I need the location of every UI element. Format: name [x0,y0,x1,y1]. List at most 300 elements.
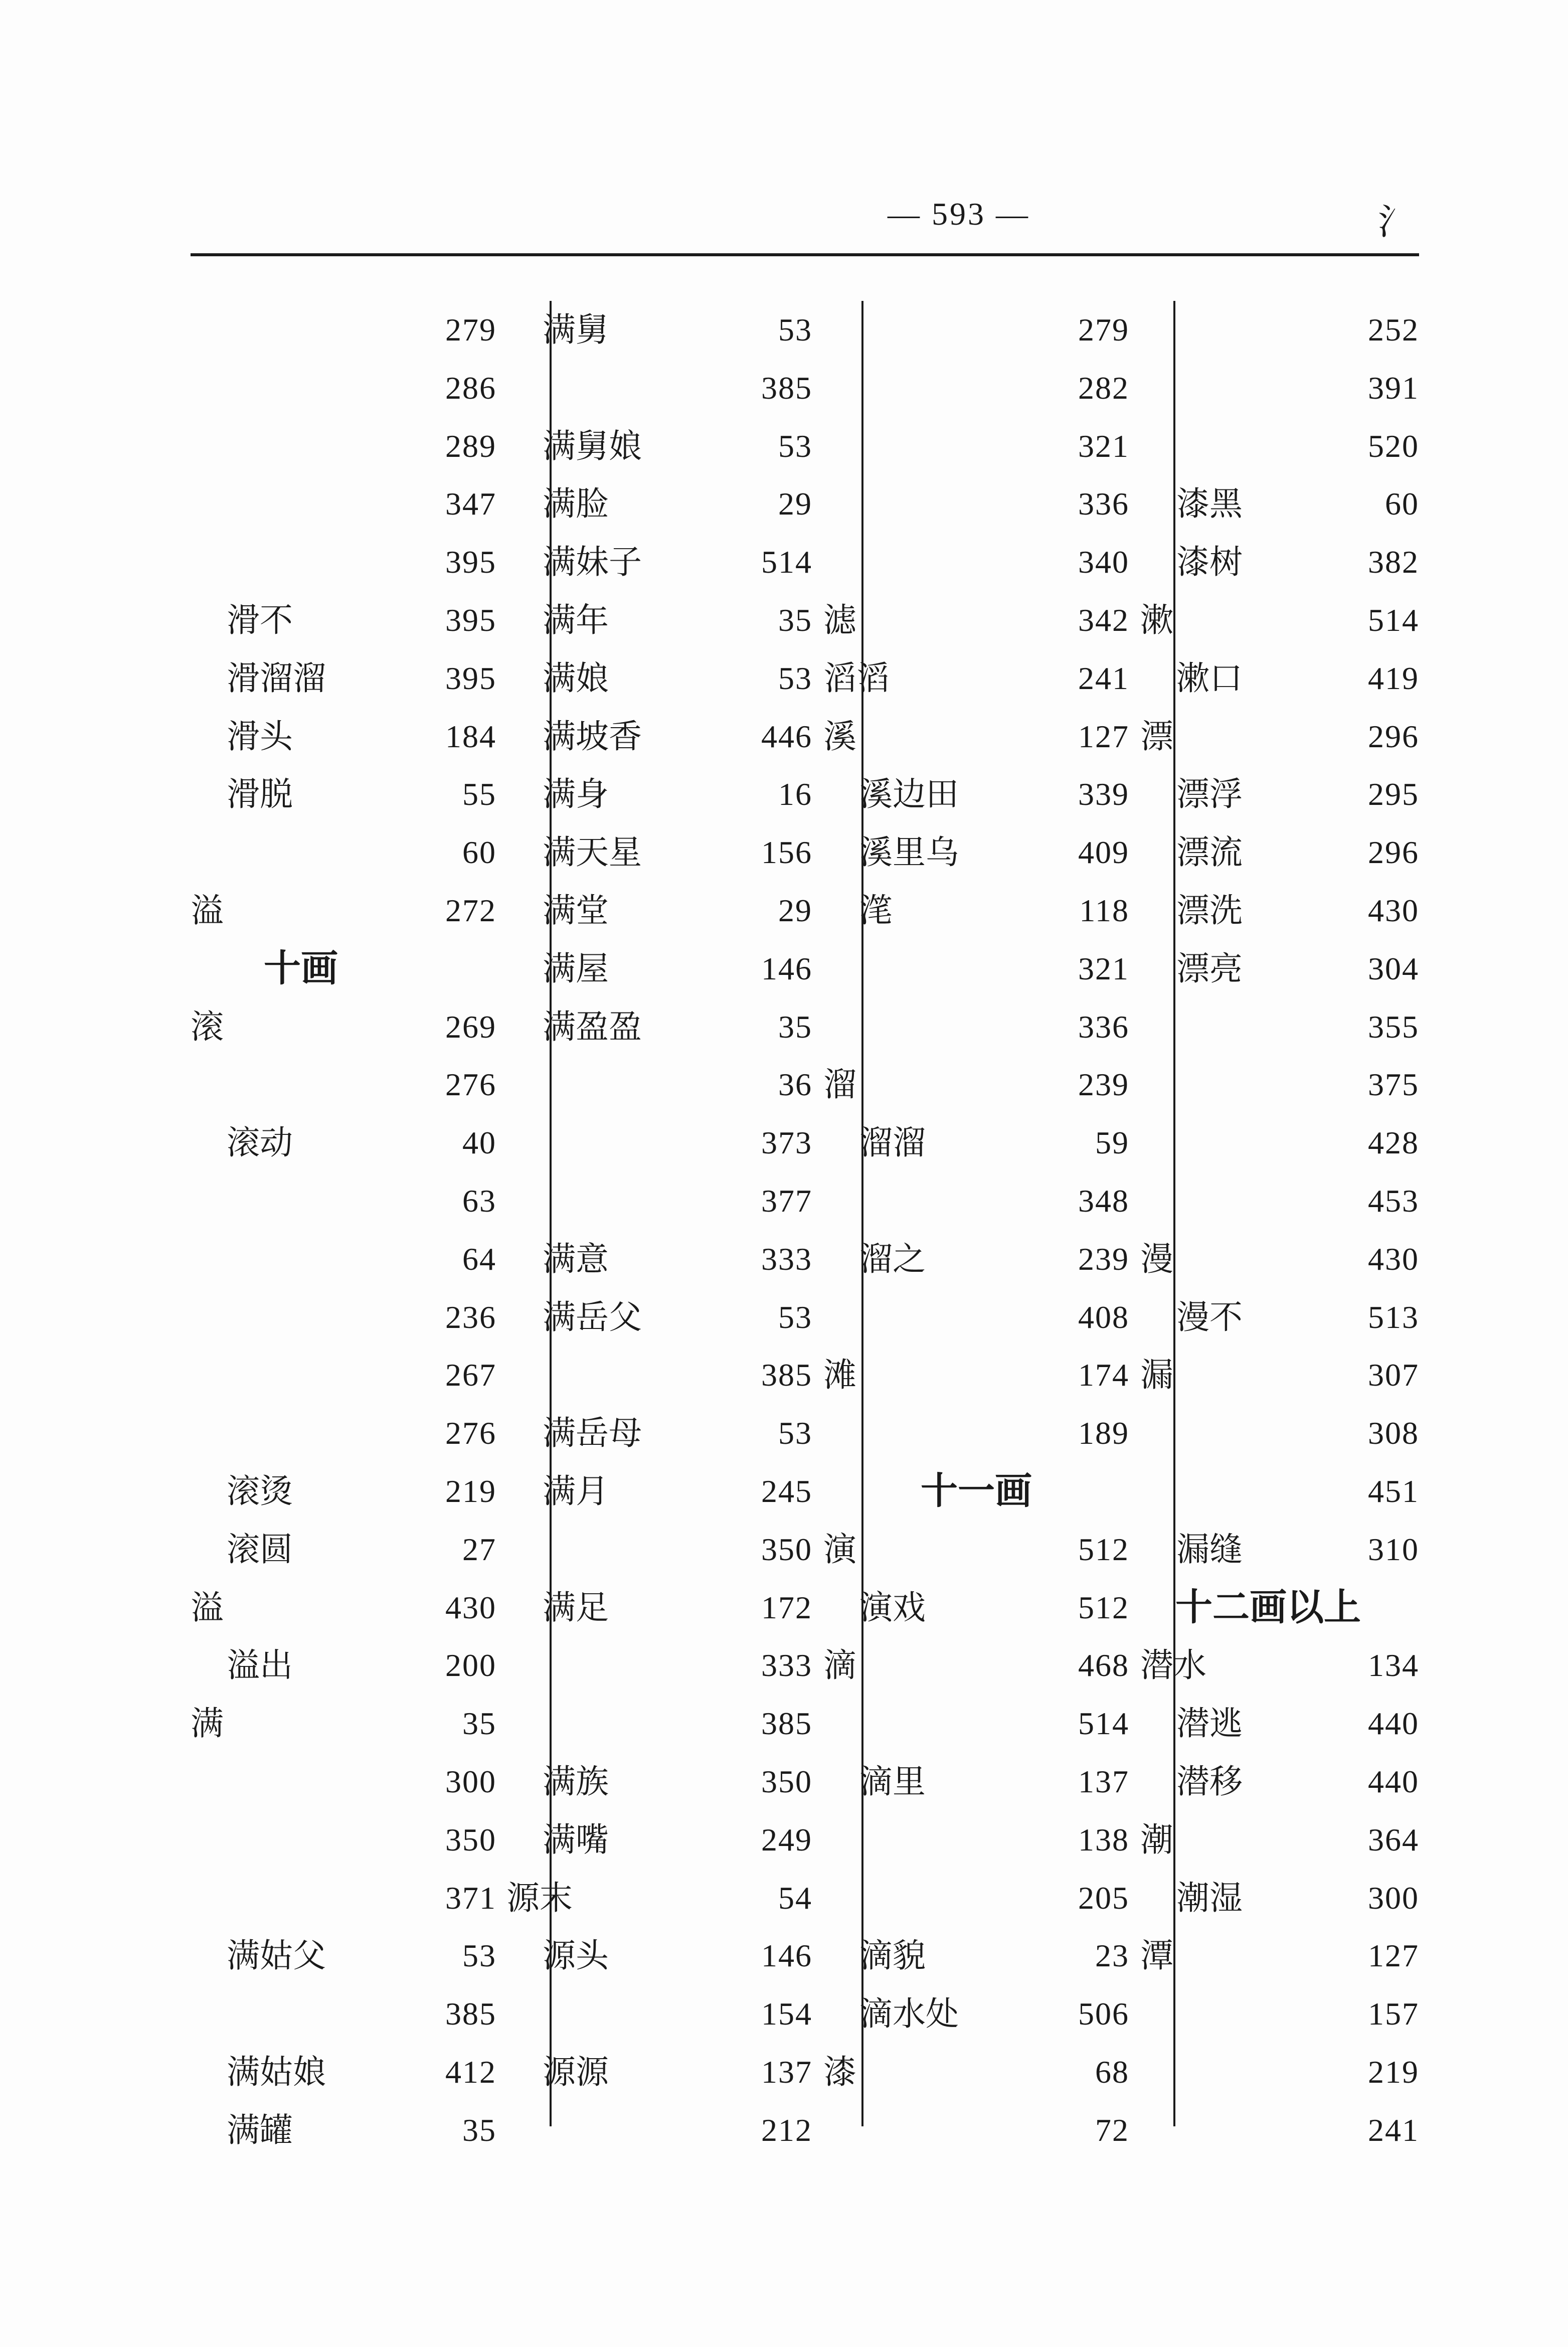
entry-page-number: 395 [445,602,496,638]
index-entry [823,1753,1129,1810]
entry-term: 源头 [543,1936,609,1975]
entry-page-number: 321 [1078,428,1129,464]
entry-page-number: 134 [1368,1647,1419,1683]
index-entry [191,1579,496,1636]
entry-term: 满意 [543,1240,609,1278]
entry-term: 满坡香 [543,717,642,756]
index-entry [191,1695,496,1752]
entry-page-number: 249 [761,1822,812,1858]
entry-term: 满 [191,1704,224,1743]
index-entry [506,1869,812,1927]
entry-page-number: 53 [778,312,812,348]
entry-term: 满天星 [543,833,642,872]
entry-page-number: 239 [1078,1067,1129,1102]
entry-page-number: 236 [445,1299,496,1335]
entry-page-number: 289 [445,428,496,464]
entry-page-number: 307 [1368,1357,1419,1393]
entry-term: 漫不 [1176,1298,1243,1336]
entry-term: 滑脱 [227,775,293,813]
entry-term: 潮 [1140,1820,1173,1859]
index-entry [1140,882,1419,939]
entry-page-number: 296 [1368,834,1419,870]
entry-term: 漆黑 [1176,484,1243,523]
index-entry [506,533,812,591]
index-entry [506,1927,812,1984]
index-entry [191,1288,496,1346]
entry-page-number: 189 [1078,1415,1129,1451]
index-entry [191,1114,496,1171]
entry-page-number: 385 [761,1357,812,1393]
entry-term: 漱 [1140,601,1173,639]
index-entry [1140,1927,1419,1984]
entry-page-number: 239 [1078,1241,1129,1277]
index-entry [823,649,1129,707]
entry-term: 满年 [543,601,609,639]
index-entry [1140,1636,1419,1694]
index-entry [1140,1462,1419,1520]
index-entry [506,708,812,765]
index-entry [1140,1230,1419,1288]
index-column-3 [823,301,1129,2156]
entry-page-number: 385 [761,1706,812,1741]
entry-page-number: 350 [761,1764,812,1799]
entry-page-number: 267 [445,1357,496,1393]
index-entry [1140,417,1419,475]
entry-page-number: 347 [445,486,496,522]
entry-term: 满姑娘 [227,2053,326,2091]
entry-page-number: 468 [1078,1647,1129,1683]
entry-page-number: 252 [1368,312,1419,348]
index-entry [1140,1114,1419,1171]
entry-term: 漂流 [1176,833,1243,872]
entry-page-number: 355 [1368,1009,1419,1045]
entry-term: 演 [823,1530,856,1569]
entry-page-number: 137 [1078,1764,1129,1799]
entry-page-number: 53 [778,428,812,464]
index-entry [1140,1869,1419,1927]
entry-page-number: 430 [445,1590,496,1625]
entry-page-number: 60 [1385,486,1419,522]
entry-term: 满娘 [543,659,609,698]
entry-page-number: 286 [445,370,496,406]
entry-page-number: 430 [1368,1241,1419,1277]
entry-page-number: 174 [1078,1357,1129,1393]
index-entry [191,882,496,939]
index-entry [1140,1521,1419,1578]
index-entry [191,1753,496,1810]
entry-term: 满嘴 [543,1820,609,1859]
entry-page-number: 451 [1368,1473,1419,1509]
entry-page-number: 146 [761,951,812,986]
entry-term: 漂洗 [1176,891,1243,930]
index-entry [191,1172,496,1230]
entry-page-number: 212 [761,2112,812,2148]
entry-page-number: 279 [445,312,496,348]
entry-term: 满族 [543,1762,609,1801]
entry-term: 潜水 [1140,1646,1206,1685]
index-entry [823,1404,1129,1462]
index-entry [506,591,812,649]
entry-page-number: 276 [445,1415,496,1451]
index-entry [823,1695,1129,1752]
entry-term: 潜逃 [1176,1704,1243,1743]
entry-page-number: 219 [445,1473,496,1509]
index-entry [823,1288,1129,1346]
entry-page-number: 375 [1368,1067,1419,1102]
index-entry [823,1230,1129,1288]
index-entry [1140,2101,1419,2159]
entry-page-number: 333 [761,1241,812,1277]
index-entry [191,1636,496,1694]
entry-term: 溢出 [227,1646,293,1685]
entry-page-number: 446 [761,719,812,754]
index-entry [823,940,1129,997]
entry-page-number: 440 [1368,1706,1419,1741]
entry-page-number: 156 [761,834,812,870]
entry-term: 漂浮 [1176,775,1243,813]
index-entry [506,2043,812,2101]
index-entry [191,823,496,881]
entry-page-number: 35 [462,1706,496,1741]
entry-page-number: 371 [445,1880,496,1916]
index-entry [1140,1172,1419,1230]
entry-term: 满屋 [543,949,609,988]
entry-page-number: 512 [1078,1532,1129,1567]
entry-page-number: 409 [1078,834,1129,870]
entry-term: 满妹子 [543,543,642,581]
entry-page-number: 276 [445,1067,496,1102]
entry-page-number: 138 [1078,1822,1129,1858]
index-entry [191,2043,496,2101]
entry-term: 演戏 [859,1588,926,1627]
index-entry [1140,1811,1419,1869]
entry-page-number: 339 [1078,776,1129,812]
entry-page-number: 40 [462,1125,496,1160]
index-entry [191,591,496,649]
index-entry [506,882,812,939]
entry-term: 满堂 [543,891,609,930]
index-entry [506,1172,812,1230]
index-entry [823,533,1129,591]
entry-page-number: 336 [1078,1009,1129,1045]
index-entry [506,765,812,823]
index-entry [191,1230,496,1288]
header-rule [191,253,1419,256]
index-entry [191,1462,496,1520]
entry-page-number: 304 [1368,951,1419,986]
radical-indicator: 氵 [1377,201,1414,243]
index-entry [191,2101,496,2159]
index-entry [191,1346,496,1404]
index-entry [823,882,1129,939]
entry-page-number: 514 [761,544,812,580]
index-entry [1140,1404,1419,1462]
index-entry [823,2043,1129,2101]
entry-term: 滚烫 [227,1472,293,1511]
index-entry [823,1579,1129,1636]
entry-page-number: 333 [761,1647,812,1683]
entry-term: 满罐 [227,2111,293,2149]
entry-page-number: 241 [1368,2112,1419,2148]
entry-page-number: 391 [1368,370,1419,406]
index-entry [1140,998,1419,1056]
entry-page-number: 310 [1368,1532,1419,1567]
entry-page-number: 295 [1368,776,1419,812]
entry-term: 滴 [823,1646,856,1685]
entry-page-number: 279 [1078,312,1129,348]
entry-term: 漂 [1140,717,1173,756]
entry-term: 滑头 [227,717,293,756]
entry-term: 满脸 [543,484,609,523]
entry-term: 溪 [823,717,856,756]
index-entry [506,359,812,417]
index-entry [823,359,1129,417]
entry-page-number: 172 [761,1590,812,1625]
index-entry [191,1521,496,1578]
index-entry [506,1056,812,1113]
entry-term: 漂亮 [1176,949,1243,988]
entry-page-number: 36 [778,1067,812,1102]
entry-page-number: 296 [1368,719,1419,754]
entry-term: 潮湿 [1176,1879,1243,1917]
entry-page-number: 395 [445,660,496,696]
index-entry [506,1462,812,1520]
entry-term: 滤 [823,601,856,639]
entry-page-number: 29 [778,893,812,928]
entry-page-number: 63 [462,1183,496,1219]
entry-page-number: 350 [445,1822,496,1858]
stroke-count-heading: 十画 [264,947,338,990]
entry-term: 满足 [543,1588,609,1627]
index-entry [1140,301,1419,359]
page-number: — 593 — [888,196,1030,232]
entry-page-number: 35 [778,1009,812,1045]
index-entry [1140,2043,1419,2101]
index-entry [823,708,1129,765]
index-column-2 [506,301,812,2156]
index-entry [506,1288,812,1346]
entry-term: 满身 [543,775,609,813]
index-entry [1140,765,1419,823]
entry-term: 满舅 [543,310,609,349]
entry-term: 漆 [823,2053,856,2091]
index-entry [506,998,812,1056]
entry-page-number: 419 [1368,660,1419,696]
entry-page-number: 184 [445,719,496,754]
entry-page-number: 53 [778,660,812,696]
index-entry [191,533,496,591]
entry-term: 漱口 [1176,659,1243,698]
entry-term: 潭 [1140,1936,1173,1975]
entry-page-number: 364 [1368,1822,1419,1858]
entry-page-number: 205 [1078,1880,1129,1916]
index-entry [506,2101,812,2159]
entry-term: 滚 [191,1008,224,1046]
entry-page-number: 282 [1078,370,1129,406]
entry-term: 满岳父 [543,1298,642,1336]
entry-term: 潜移 [1176,1762,1243,1801]
entry-page-number: 72 [1095,2112,1129,2148]
index-entry [506,649,812,707]
index-entry [506,1985,812,2043]
entry-term: 溜 [823,1065,856,1104]
entry-page-number: 245 [761,1473,812,1509]
entry-term: 溜溜 [859,1123,926,1162]
entry-page-number: 428 [1368,1125,1419,1160]
entry-page-number: 53 [778,1299,812,1335]
entry-term: 满岳母 [543,1414,642,1452]
entry-page-number: 118 [1079,893,1129,928]
entry-page-number: 200 [445,1647,496,1683]
index-columns [191,301,1419,2156]
index-entry [191,1056,496,1113]
entry-page-number: 27 [462,1532,496,1567]
entry-term: 溜之 [859,1240,926,1278]
entry-page-number: 55 [462,776,496,812]
index-entry [191,649,496,707]
entry-term: 滩 [823,1356,856,1394]
entry-term: 滔滔 [823,659,890,698]
entry-term: 滑不 [227,601,293,639]
entry-page-number: 219 [1368,2054,1419,2090]
entry-page-number: 321 [1078,951,1129,986]
index-entry [1140,649,1419,707]
entry-page-number: 514 [1078,1706,1129,1741]
index-entry [506,823,812,881]
index-entry [1140,823,1419,881]
index-entry [506,1753,812,1810]
index-entry [823,765,1129,823]
entry-page-number: 440 [1368,1764,1419,1799]
index-entry [506,940,812,997]
entry-term: 漏 [1140,1356,1173,1394]
index-entry [823,2101,1129,2159]
index-entry [823,1521,1129,1578]
index-entry [506,1114,812,1171]
index-entry [191,1811,496,1869]
entry-page-number: 53 [462,1938,496,1973]
entry-page-number: 64 [462,1241,496,1277]
index-entry [506,417,812,475]
entry-page-number: 300 [1368,1880,1419,1916]
entry-page-number: 395 [445,544,496,580]
entry-term: 滴水处 [859,1994,959,2033]
entry-page-number: 241 [1078,660,1129,696]
index-entry [191,1869,496,1927]
entry-page-number: 348 [1078,1183,1129,1219]
index-entry [506,1404,812,1462]
entry-page-number: 127 [1078,719,1129,754]
index-entry [1140,1346,1419,1404]
entry-term: 滴里 [859,1762,926,1801]
entry-page-number: 377 [761,1183,812,1219]
stroke-count-heading: 十二画以上 [1175,1586,1361,1629]
entry-page-number: 272 [445,893,496,928]
index-entry [506,1636,812,1694]
index-entry [823,998,1129,1056]
index-entry [823,417,1129,475]
entry-page-number: 336 [1078,486,1129,522]
entry-page-number: 60 [462,834,496,870]
index-entry [191,475,496,533]
entry-page-number: 412 [445,2054,496,2090]
index-entry [823,301,1129,359]
entry-page-number: 29 [778,486,812,522]
entry-term: 溪边田 [859,775,959,813]
index-entry [1140,1985,1419,2043]
index-entry [823,823,1129,881]
stroke-count-heading: 十一画 [921,1469,1032,1513]
index-entry [191,708,496,765]
entry-page-number: 513 [1368,1299,1419,1335]
index-entry [823,1927,1129,1984]
entry-term: 滑溜溜 [227,659,326,698]
index-entry [1140,1753,1419,1810]
entry-page-number: 35 [462,2112,496,2148]
index-entry [506,1811,812,1869]
index-column-4 [1140,301,1419,2156]
entry-term: 源源 [543,2053,609,2091]
index-entry [191,359,496,417]
entry-term: 满月 [543,1472,609,1511]
index-entry [191,1985,496,2043]
entry-term: 源末 [506,1879,573,1917]
entry-page-number: 385 [445,1996,496,2032]
entry-term: 滴貌 [859,1936,926,1975]
index-entry [506,1579,812,1636]
index-entry [823,1869,1129,1927]
index-entry [1140,940,1419,997]
index-entry [191,1404,496,1462]
index-entry [823,1811,1129,1869]
entry-page-number: 127 [1368,1938,1419,1973]
index-entry [1140,1288,1419,1346]
entry-page-number: 137 [761,2054,812,2090]
index-entry [506,1346,812,1404]
index-entry [1140,708,1419,765]
index-entry [191,998,496,1056]
entry-page-number: 23 [1095,1938,1129,1973]
entry-term: 漆树 [1176,543,1243,581]
index-entry [1140,533,1419,591]
entry-term: 满姑父 [227,1936,326,1975]
entry-page-number: 68 [1095,2054,1129,2090]
entry-page-number: 350 [761,1532,812,1567]
index-entry [506,1695,812,1752]
page-header [191,191,1414,251]
entry-page-number: 520 [1368,428,1419,464]
entry-term: 满舅娘 [543,427,642,465]
entry-page-number: 506 [1078,1996,1129,2032]
entry-page-number: 382 [1368,544,1419,580]
index-entry [506,301,812,359]
entry-page-number: 342 [1078,602,1129,638]
entry-term: 滚动 [227,1123,293,1162]
index-entry [823,591,1129,649]
index-entry [823,1346,1129,1404]
entry-page-number: 308 [1368,1415,1419,1451]
entry-page-number: 453 [1368,1183,1419,1219]
index-entry [1140,359,1419,417]
entry-page-number: 340 [1078,544,1129,580]
entry-page-number: 430 [1368,893,1419,928]
index-entry [823,1056,1129,1113]
index-entry [506,475,812,533]
entry-page-number: 53 [778,1415,812,1451]
entry-term: 滚圆 [227,1530,293,1569]
entry-page-number: 269 [445,1009,496,1045]
index-entry [1140,1695,1419,1752]
